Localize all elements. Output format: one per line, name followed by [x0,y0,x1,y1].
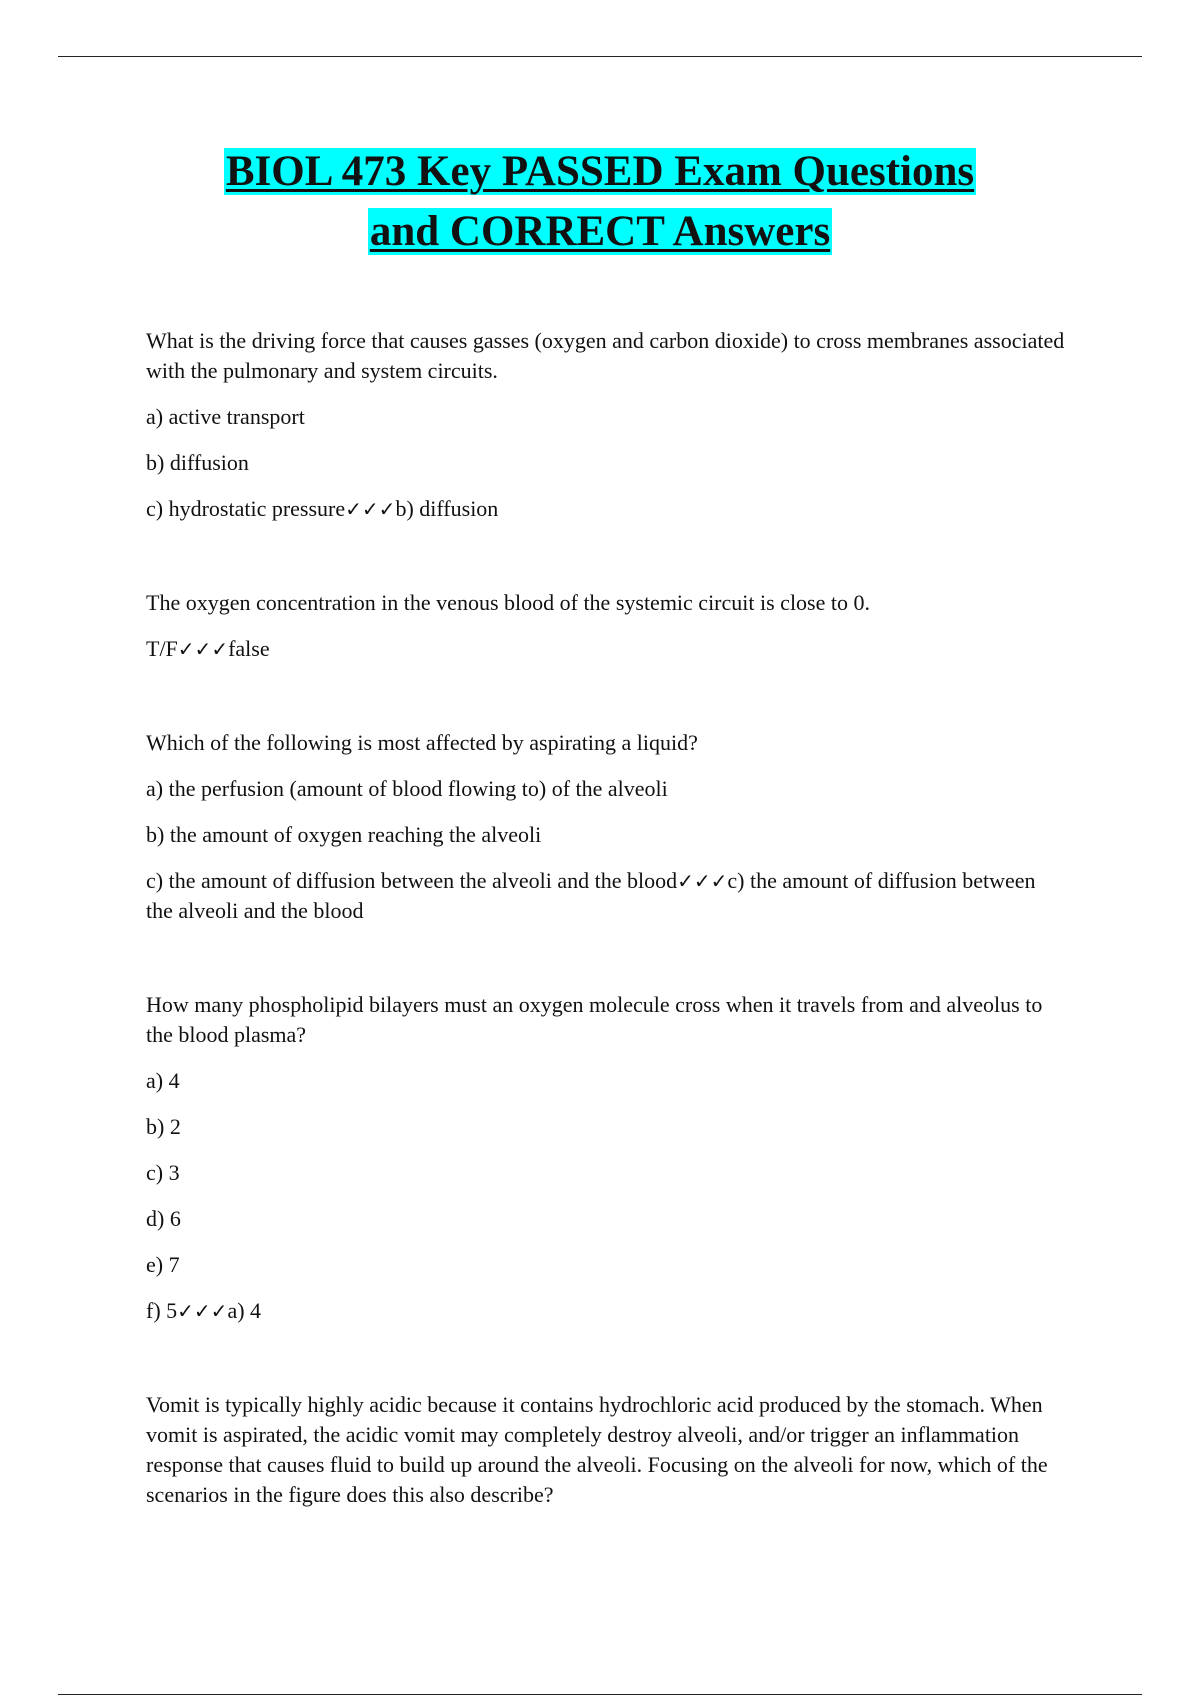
check-marks-icon: ✓✓✓ [177,1299,228,1323]
question-block-2 [146,588,1066,664]
question-block-3 [146,728,1066,926]
check-marks-icon: ✓✓✓ [177,637,229,661]
title-line-1: BIOL 473 Key PASSED Exam Questions [225,148,975,195]
question-block-5 [146,1390,1066,1510]
option: e) 7 [146,1252,180,1277]
answer-line [146,866,1066,926]
option: c) 3 [146,1160,180,1185]
option: b) 2 [146,1114,181,1139]
option: b) the amount of oxygen reaching the alveoli [146,822,542,847]
option: T/F [146,636,178,661]
answer-line [146,494,1066,524]
title-line-2: and CORRECT Answers [369,208,831,255]
bottom-rule [58,1694,1142,1695]
check-marks-icon: ✓✓✓ [345,497,396,521]
correct-answer: false [228,636,270,661]
correct-answer: a) 4 [227,1298,262,1323]
question-text: Vomit is typically highly acidic because it contains hydrochloric acid produced by the stomach. When vomit is aspirated, the acidic vomit may completely destroy alveoli, and/or trigger an inflammation response that causes fluid to build up around the alveoli. Focusing on the alveoli for now, which of the scenarios in the figure does this also describe? [146,1392,1048,1507]
correct-answer: b) diffusion [395,496,499,521]
option: b) diffusion [146,450,249,475]
option: f) 5 [146,1298,178,1323]
question-block-4 [146,990,1066,1326]
option: a) the perfusion (amount of blood flowing to) of the alveoli [146,776,668,801]
answer-line [146,1296,1066,1326]
document-title [0,142,1200,262]
option: a) 4 [146,1068,180,1093]
top-rule [58,56,1142,57]
answer-line [146,634,1066,664]
option: d) 6 [146,1206,181,1231]
question-block-1 [146,326,1066,524]
question-text: The oxygen concentration in the venous blood of the systemic circuit is close to 0. [146,590,870,615]
question-text: What is the driving force that causes gasses (oxygen and carbon dioxide) to cross membranes associated with the pulmonary and system circuits. [146,328,1065,383]
questions-list [146,326,1066,1510]
check-marks-icon: ✓✓✓ [677,869,728,893]
option: a) active transport [146,404,305,429]
correct-answer: c) the amount of diffusion between the alveoli and the blood [146,868,1036,923]
question-text: Which of the following is most affected by aspirating a liquid? [146,730,698,755]
option: c) hydrostatic pressure [146,496,346,521]
question-text: How many phospholipid bilayers must an oxygen molecule cross when it travels from and alveolus to the blood plasma? [146,992,1043,1047]
option: c) the amount of diffusion between the alveoli and the blood [146,868,678,893]
